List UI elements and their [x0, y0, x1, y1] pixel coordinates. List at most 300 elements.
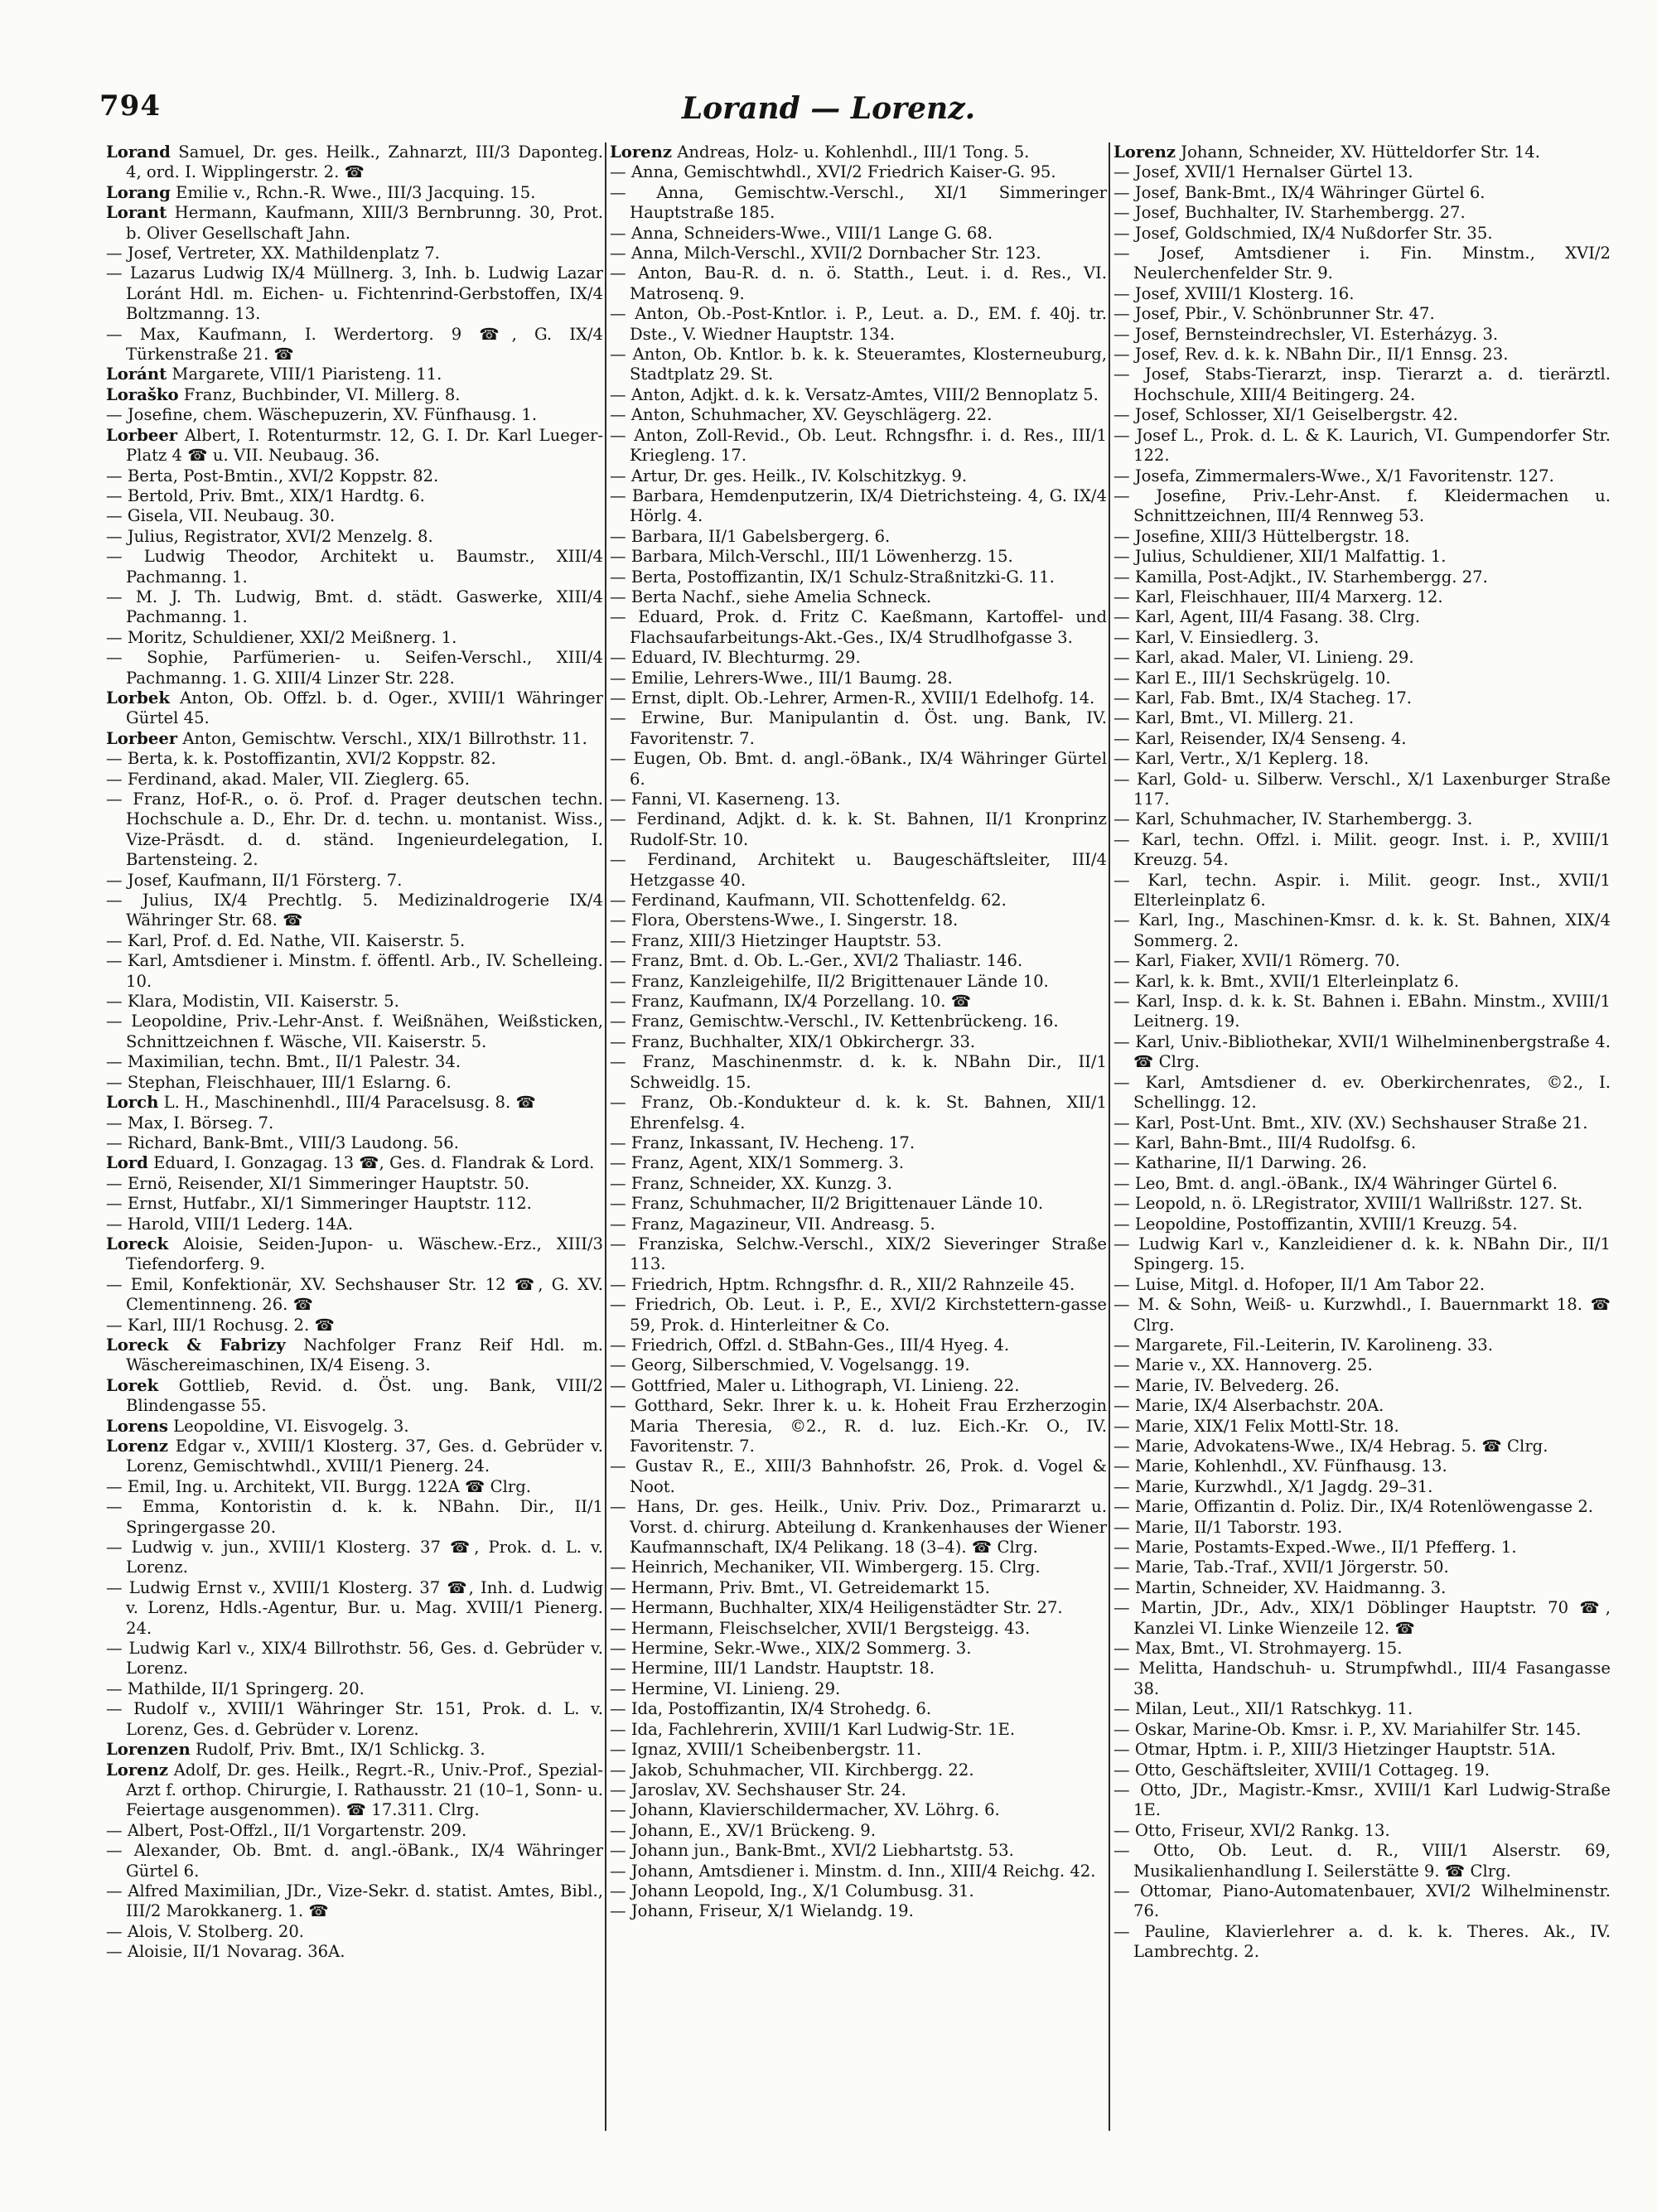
- entry-text: — Berta, k. k. Postoffizantin, XVI/2 Koppstr. 82.: [106, 749, 496, 769]
- directory-entry: [1114, 1740, 1611, 1760]
- directory-entry: [1114, 203, 1611, 223]
- entry-text: — Franz, XIII/3 Hietzinger Hauptstr. 53.: [610, 930, 942, 950]
- entry-text: — Franz, Schuhmacher, II/2 Brigittenauer Lände 10.: [610, 1194, 1044, 1214]
- directory-entry: [1114, 1234, 1611, 1275]
- directory-entry: [610, 1862, 1107, 1881]
- entry-text: — Josef, Bank-Bmt., IX/4 Währinger Gürtel 6.: [1114, 182, 1486, 202]
- entry-text: — Josef, Pbir., V. Schönbrunner Str. 47.: [1114, 304, 1435, 324]
- entry-text: — Johann, E., XV/1 Brückeng. 9.: [610, 1820, 876, 1840]
- directory-entry: [610, 790, 1107, 809]
- entry-text: — Gisela, VII. Neubaug. 30.: [106, 506, 336, 526]
- entry-surname: Loraško: [106, 384, 179, 404]
- entry-text: — Ferdinand, akad. Maler, VII. Zieglerg. 65.: [106, 769, 471, 789]
- directory-entry: [610, 527, 1107, 547]
- entry-text: — Jakob, Schuhmacher, VII. Kirchbergg. 22.: [610, 1760, 974, 1780]
- entry-surname: Lorek: [106, 1375, 159, 1395]
- entry-text: — Marie, IV. Belvederg. 26.: [1114, 1375, 1340, 1395]
- directory-entry: [610, 1659, 1107, 1678]
- entry-text: — Max, Kaufmann, I. Werdertorg. 9 ☎, G. IX/4 Türkenstraße 21. ☎: [106, 324, 603, 365]
- entry-surname: Lorbek: [106, 688, 170, 708]
- entry-text: — Leopoldine, Priv.-Lehr-Anst. f. Weißnähen, Weißsticken, Schnittzeichnen f. Wäsche, VII. Kaiserstr. 5.: [106, 1012, 603, 1051]
- entry-text: — Josefine, Priv.-Lehr-Anst. f. Kleidermachen u. Schnittzeichnen, III/4 Rennweg 53.: [1114, 485, 1611, 526]
- entry-text: — Karl, Amtsdiener d. ev. Oberkirchenrates, ©2., I. Schellingg. 12.: [1114, 1072, 1611, 1113]
- entry-text: — Georg, Silberschmied, V. Vogelsangg. 19.: [610, 1355, 970, 1375]
- entry-text: Anton, Ob. Offzl. b. d. Oger., XVIII/1 Währinger Gürtel 45.: [126, 688, 603, 728]
- directory-entry: [610, 1234, 1107, 1275]
- directory-entry: [106, 1335, 603, 1376]
- entry-text: — Anna, Gemischtwhdl., XVI/2 Friedrich Kaiser-G. 95.: [610, 162, 1056, 182]
- entry-text: — Ludwig Theodor, Architekt u. Baumstr., XIII/4 Pachmanng. 1.: [106, 547, 603, 587]
- entry-text: — Ludwig v. jun., XVIII/1 Klosterg. 37 ☎, Prok. d. L. v. Lorenz.: [106, 1538, 603, 1577]
- entry-text: — Erwine, Bur. Manipulantin d. Öst. ung. Bank, IV. Favoritenstr. 7.: [610, 708, 1107, 748]
- directory-entry: [106, 142, 603, 183]
- directory-entry: [1114, 1578, 1611, 1598]
- directory-entry: [1114, 1215, 1611, 1234]
- directory-entry: [610, 951, 1107, 971]
- directory-entry: [1114, 547, 1611, 567]
- entry-text: — Ferdinand, Architekt u. Baugeschäftsleiter, III/4 Hetzgasse 40.: [610, 850, 1107, 890]
- entry-text: — Johann, Amtsdiener i. Minstm. d. Inn., XIII/4 Reichg. 42.: [610, 1861, 1096, 1881]
- directory-entry: [106, 466, 603, 486]
- entry-text: Eduard, I. Gonzagag. 13 ☎, Ges. d. Flandrak & Lord.: [147, 1153, 595, 1173]
- entry-text: — Eduard, Prok. d. Fritz C. Kaeßmann, Kartoffel- und Flachsaufarbeitungs-Akt.-Ges., IX/4 Strudlhofgasse 3.: [610, 607, 1107, 647]
- entry-text: — Marie v., XX. Hannoverg. 25.: [1114, 1355, 1373, 1375]
- directory-entry: [1114, 1335, 1611, 1355]
- entry-text: — Franz, Magazineur, VII. Andreasg. 5.: [610, 1214, 935, 1234]
- directory-entry: [610, 1901, 1107, 1921]
- directory-entry: [1114, 1153, 1611, 1173]
- directory-entry: [1114, 688, 1611, 708]
- directory-entry: [1114, 486, 1611, 527]
- entry-text: — Franz, Agent, XIX/1 Sommerg. 3.: [610, 1153, 905, 1173]
- entry-text: — Karl, Fiaker, XVII/1 Römerg. 70.: [1114, 951, 1401, 971]
- entry-text: — Otto, JDr., Magistr.-Kmsr., XVIII/1 Karl Ludwig-Straße 1E.: [1114, 1780, 1611, 1820]
- entry-text: — Harold, VIII/1 Lederg. 14A.: [106, 1214, 354, 1234]
- directory-entry: [1114, 284, 1611, 304]
- directory-entry: [106, 1881, 603, 1922]
- directory-entry: [1114, 567, 1611, 587]
- entry-text: — Josefine, chem. Wäschepuzerin, XV. Fünfhausg. 1.: [106, 405, 538, 425]
- entry-text: — Emma, Kontoristin d. k. k. NBahn. Dir., II/1 Springergasse 20.: [106, 1497, 603, 1537]
- directory-entry: [1114, 1841, 1611, 1881]
- directory-entry: [610, 1012, 1107, 1031]
- entry-surname: Lorenz: [106, 1437, 169, 1456]
- entry-text: — Hermann, Fleischselcher, XVII/1 Bergsteigg. 43.: [610, 1618, 1031, 1638]
- directory-entry: [1114, 1194, 1611, 1214]
- directory-entry: [1114, 1032, 1611, 1073]
- directory-entry: [610, 708, 1107, 749]
- entry-text: — Franz, Maschinenmstr. d. k. k. NBahn Dir., II/1 Schweidlg. 15.: [610, 1052, 1107, 1092]
- directory-entry: [106, 1942, 603, 1962]
- entry-text: — Josef, Bernsteindrechsler, VI. Esterházyg. 3.: [1114, 324, 1499, 344]
- directory-entry: [1114, 1780, 1611, 1821]
- entry-text: — Karl, V. Einsiedlerg. 3.: [1114, 627, 1319, 647]
- entry-text: — Karl, Schuhmacher, IV. Starhembergg. 3.: [1114, 809, 1473, 829]
- directory-entry: [610, 1598, 1107, 1618]
- directory-entry: [106, 203, 603, 244]
- directory-entry: [1114, 1113, 1611, 1133]
- directory-entry: [610, 183, 1107, 224]
- directory-entry: [1114, 830, 1611, 871]
- entry-surname: Lorand: [106, 142, 171, 162]
- directory-entry: [1114, 244, 1611, 284]
- directory-entry: [106, 729, 603, 749]
- directory-entry: [106, 1740, 603, 1760]
- entry-text: — Richard, Bank-Bmt., VIII/3 Laudong. 56.: [106, 1133, 459, 1152]
- directory-entry: [1114, 628, 1611, 648]
- directory-entry: [106, 992, 603, 1012]
- directory-entry: [610, 1335, 1107, 1355]
- directory-entry: [610, 1497, 1107, 1558]
- directory-entry: [610, 931, 1107, 951]
- entry-text: Samuel, Dr. ges. Heilk., Zahnarzt, III/3 Daponteg. 4, ord. I. Wipplingerstr. 2. ☎: [126, 142, 603, 182]
- directory-entry: [1114, 142, 1611, 162]
- directory-entry: [106, 1497, 603, 1538]
- entry-text: — Karl, Vertr., X/1 Keplerg. 18.: [1114, 749, 1370, 769]
- entry-text: — Stephan, Fleischhauer, III/1 Eslarng. 6.: [106, 1072, 452, 1092]
- entry-text: Adolf, Dr. ges. Heilk., Regrt.-R., Univ.-Prof., Spezial-Arzt f. orthop. Chirurgie, I. Rathausstr. 21 (10–1, Sonn- u. Feiertage ausgenommen). ☎ 17.311. Clrg.: [126, 1760, 603, 1820]
- directory-entry: [610, 224, 1107, 244]
- entry-text: — Karl, akad. Maler, VI. Linieng. 29.: [1114, 648, 1414, 668]
- entry-text: — Milan, Leut., XII/1 Ratschkyg. 11.: [1114, 1699, 1413, 1719]
- entry-text: — Luise, Mitgl. d. Hofoper, II/1 Am Tabor 22.: [1114, 1274, 1486, 1294]
- entry-text: — Karl, Univ.-Bibliothekar, XVII/1 Wilhelminenbergstraße 4. ☎ Clrg.: [1114, 1031, 1611, 1072]
- entry-text: — Katharine, II/1 Darwing. 26.: [1114, 1153, 1367, 1173]
- directory-entry: [1114, 426, 1611, 466]
- entry-text: — Ida, Postoffizantin, IX/4 Strohedg. 6.: [610, 1699, 932, 1719]
- directory-entry: [106, 1821, 603, 1841]
- entry-text: — Josef, XVIII/1 Klosterg. 16.: [1114, 283, 1355, 303]
- entry-text: — Hermine, Sekr.-Wwe., XIX/2 Sommerg. 3.: [610, 1639, 972, 1659]
- directory-entry: [106, 628, 603, 648]
- directory-entry: [610, 669, 1107, 688]
- directory-entry: [610, 1396, 1107, 1456]
- entry-text: — Karl, Bmt., VI. Millerg. 21.: [1114, 708, 1355, 728]
- directory-entry: [610, 567, 1107, 587]
- entry-text: — Kamilla, Post-Adjkt., IV. Starhembergg. 27.: [1114, 567, 1488, 587]
- entry-text: — Emil, Konfektionär, XV. Sechshauser Str. 12 ☎, G. XV. Clementinneng. 26. ☎: [106, 1274, 603, 1315]
- entry-text: — Otto, Ob. Leut. d. R., VIII/1 Alserstr. 69, Musikalienhandlung I. Seilerstätte 9. ☎ Clrg.: [1114, 1841, 1611, 1881]
- entry-text: — Hermann, Priv. Bmt., VI. Getreidemarkt 15.: [610, 1577, 990, 1597]
- directory-entry: [106, 587, 603, 628]
- directory-entry: [106, 790, 603, 871]
- directory-entry: [610, 992, 1107, 1012]
- directory-entry: [610, 162, 1107, 182]
- directory-entry: [106, 1922, 603, 1942]
- entry-text: — Barbara, Hemdenputzerin, IX/4 Dietrichsteing. 4, G. IX/4 Hörlg. 4.: [610, 485, 1107, 526]
- directory-entry: [106, 263, 603, 324]
- directory-entry: [106, 1578, 603, 1639]
- directory-entry: [1114, 669, 1611, 688]
- entry-text: — M. J. Th. Ludwig, Bmt. d. städt. Gaswerke, XIII/4 Pachmanng. 1.: [106, 587, 603, 627]
- entry-text: L. H., Maschinenhdl., III/4 Paracelsusg. 8. ☎: [158, 1093, 536, 1113]
- directory-entry: [1114, 1437, 1611, 1456]
- entry-text: — Anton, Ob.-Post-Kntlor. i. P., Leut. a. D., EM. f. 40j. tr. Dste., V. Wiedner Hauptstr. 134.: [610, 304, 1107, 344]
- directory-entry: [106, 1417, 603, 1437]
- entry-text: — Leo, Bmt. d. angl.-öBank., IX/4 Währinger Gürtel 6.: [1114, 1173, 1558, 1193]
- entry-text: — Bertold, Priv. Bmt., XIX/1 Hardtg. 6.: [106, 485, 425, 505]
- directory-entry: [106, 688, 603, 729]
- directory-entry: [610, 1194, 1107, 1214]
- entry-text: — Anton, Zoll-Revid., Ob. Leut. Rchngsfhr. i. d. Res., III/1 Kriegleng. 17.: [610, 425, 1107, 466]
- entry-text: — Josef, Vertreter, XX. Mathildenplatz 7.: [106, 244, 440, 263]
- entry-text: — Josef, Amtsdiener i. Fin. Minstm., XVI/2 Neulerchenfelder Str. 9.: [1114, 244, 1611, 283]
- entry-text: Andreas, Holz- u. Kohlenhdl., III/1 Tong. 5.: [672, 142, 1030, 162]
- entry-text: Edgar v., XVIII/1 Klosterg. 37, Ges. d. Gebrüder v. Lorenz, Gemischtwhdl., XVIII/1 Pienerg. 24.: [126, 1437, 603, 1476]
- directory-entry: [1114, 749, 1611, 769]
- entry-text: — Eugen, Ob. Bmt. d. angl.-öBank., IX/4 Währinger Gürtel 6.: [610, 749, 1107, 789]
- directory-entry: [610, 1295, 1107, 1335]
- directory-entry: [1114, 992, 1611, 1032]
- directory-entry: [1114, 1699, 1611, 1719]
- directory-entry: [610, 809, 1107, 850]
- directory-entry: [610, 607, 1107, 648]
- directory-entry: [1114, 1133, 1611, 1153]
- directory-entry: [610, 891, 1107, 910]
- entry-text: — Barbara, II/1 Gabelsbergerg. 6.: [610, 526, 891, 546]
- entry-text: — Barbara, Milch-Verschl., III/1 Löwenherzg. 15.: [610, 547, 1013, 567]
- entry-text: — Franz, Inkassant, IV. Hecheng. 17.: [610, 1133, 915, 1152]
- directory-entry: [1114, 1275, 1611, 1295]
- directory-entry: [106, 426, 603, 466]
- directory-entry: [1114, 1518, 1611, 1538]
- directory-entry: [1114, 183, 1611, 203]
- entry-text: — Pauline, Klavierlehrer a. d. k. k. Theres. Ak., IV. Lambrechtg. 2.: [1114, 1921, 1611, 1962]
- entry-text: — Ludwig Karl v., Kanzleidiener d. k. k. NBahn Dir., II/1 Spingerg. 15.: [1114, 1234, 1611, 1274]
- entry-text: — Flora, Oberstens-Wwe., I. Singerstr. 18.: [610, 910, 959, 930]
- directory-entry: [1114, 1881, 1611, 1922]
- entry-surname: Loreck & Fabrizy: [106, 1335, 286, 1355]
- directory-entry: [610, 1841, 1107, 1861]
- entry-text: — Karl, Gold- u. Silberw. Verschl., X/1 Laxenburger Straße 117.: [1114, 769, 1611, 809]
- entry-text: — Heinrich, Mechaniker, VII. Wimbergerg. 15. Clrg.: [610, 1558, 1041, 1577]
- running-head: Lorand — Lorenz.: [681, 91, 976, 126]
- directory-entry: [610, 1881, 1107, 1901]
- directory-entry: [610, 244, 1107, 263]
- entry-text: — Friedrich, Offzl. d. StBahn-Ges., III/4 Hyeg. 4.: [610, 1335, 1010, 1355]
- directory-entry: [1114, 1720, 1611, 1740]
- entry-text: Aloisie, Seiden-Jupon- u. Wäschew.-Erz., XIII/3 Tiefendorferg. 9.: [126, 1234, 603, 1274]
- directory-entry: [610, 466, 1107, 486]
- directory-entry: [106, 1437, 603, 1477]
- entry-text: — Martin, JDr., Adv., XIX/1 Döblinger Hauptstr. 70 ☎, Kanzlei VI. Linke Wienzeile 12. ☎: [1114, 1598, 1611, 1638]
- directory-entry: [106, 183, 603, 203]
- entry-text: Hermann, Kaufmann, XIII/3 Bernbrunng. 30, Prot. b. Oliver Gesellschaft Jahn.: [126, 203, 603, 243]
- entry-text: — Josef, Schlosser, XI/1 Geiselbergstr. 42.: [1114, 405, 1458, 425]
- column-divider-2: [1109, 142, 1110, 2131]
- directory-entry: [106, 365, 603, 384]
- entry-text: — Maximilian, techn. Bmt., II/1 Palestr. 34.: [106, 1052, 461, 1072]
- directory-entry: [106, 1113, 603, 1133]
- entry-text: Rudolf, Priv. Bmt., IX/1 Schlickg. 3.: [190, 1740, 486, 1760]
- directory-entry: [106, 1699, 603, 1740]
- entry-text: — Franz, Kanzleigehilfe, II/2 Brigittenauer Lände 10.: [610, 971, 1049, 991]
- directory-entry: [106, 871, 603, 891]
- entry-text: — M. & Sohn, Weiß- u. Kurzwhdl., I. Bauernmarkt 18. ☎ Clrg.: [1114, 1295, 1611, 1335]
- directory-entry: [1114, 405, 1611, 425]
- directory-entry: [1114, 809, 1611, 829]
- entry-text: — Emil, Ing. u. Architekt, VII. Burgg. 122A ☎ Clrg.: [106, 1476, 531, 1496]
- column-3: [1114, 142, 1611, 2147]
- entry-text: — Josef, Kaufmann, II/1 Försterg. 7.: [106, 870, 403, 890]
- entry-text: — Josef, Goldschmied, IX/4 Nußdorfer Str. 35.: [1114, 223, 1493, 243]
- directory-entry: [1114, 162, 1611, 182]
- directory-entry: [1114, 1639, 1611, 1659]
- directory-entry: [1114, 910, 1611, 951]
- directory-entry: [610, 1376, 1107, 1396]
- directory-entry: [1114, 527, 1611, 547]
- entry-text: — Karl, techn. Offzl. i. Milit. geogr. Inst. i. P., XVIII/1 Kreuzg. 54.: [1114, 829, 1611, 870]
- entry-text: — Berta, Postoffizantin, IX/1 Schulz-Straßnitzki-G. 11.: [610, 567, 1055, 587]
- entry-text: — Karl, Agent, III/4 Fasang. 38. Clrg.: [1114, 607, 1421, 627]
- directory-entry: [610, 1355, 1107, 1375]
- directory-entry: [1114, 1497, 1611, 1517]
- entry-text: — Franz, Hof-R., o. ö. Prof. d. Prager deutschen techn. Hochschule a. D., Ehr. Dr. d. techn. u. montanist. Wiss., Vize-Präsdt. d. d. ständ. Ingenieurdelegation, I. Bartensteing. 2.: [106, 790, 603, 870]
- directory-entry: [610, 688, 1107, 708]
- entry-text: — Anna, Milch-Verschl., XVII/2 Dornbacher Str. 123.: [610, 244, 1041, 263]
- directory-entry: [1114, 1174, 1611, 1194]
- entry-text: — Emilie, Lehrers-Wwe., III/1 Baumg. 28.: [610, 668, 953, 688]
- entry-text: — Oskar, Marine-Ob. Kmsr. i. P., XV. Mariahilfer Str. 145.: [1114, 1719, 1582, 1739]
- entry-text: — Karl, III/1 Rochusg. 2. ☎: [106, 1315, 335, 1335]
- entry-text: — Johann Leopold, Ing., X/1 Columbusg. 31.: [610, 1881, 974, 1900]
- entry-text: — Ludwig Ernst v., XVIII/1 Klosterg. 37 ☎, Inh. d. Ludwig v. Lorenz, Hdls.-Agentur, Bur. u. Mag. XVIII/1 Pienerg. 24.: [106, 1577, 603, 1638]
- directory-entry: [1114, 325, 1611, 345]
- directory-entry: [1114, 648, 1611, 668]
- entry-text: — Franziska, Selchw.-Verschl., XIX/2 Sieveringer Straße 113.: [610, 1234, 1107, 1274]
- directory-entry: [106, 1174, 603, 1194]
- entry-text: — Franz, Gemischtw.-Verschl., IV. Kettenbrückeng. 16.: [610, 1012, 1059, 1031]
- entry-text: — Josefa, Zimmermalers-Wwe., X/1 Favoritenstr. 127.: [1114, 466, 1554, 485]
- directory-entry: [610, 1093, 1107, 1133]
- directory-entry: [106, 1760, 603, 1821]
- directory-entry: [1114, 770, 1611, 810]
- directory-entry: [610, 648, 1107, 668]
- entry-text: — Franz, Bmt. d. Ob. L.-Ger., XVI/2 Thaliastr. 146.: [610, 951, 1023, 971]
- directory-entry: [106, 1376, 603, 1417]
- directory-entry: [106, 749, 603, 769]
- entry-text: — Julius, Schuldiener, XII/1 Malfattig. 1.: [1114, 547, 1447, 567]
- directory-entry: [106, 527, 603, 547]
- entry-text: — Hermann, Buchhalter, XIX/4 Heiligenstädter Str. 27.: [610, 1598, 1063, 1618]
- column-1: [106, 142, 603, 2147]
- directory-entry: [610, 1800, 1107, 1820]
- entry-surname: Lorang: [106, 182, 171, 202]
- entry-text: — Julius, IX/4 Prechtlg. 5. Medizinaldrogerie IX/4 Währinger Str. 68. ☎: [106, 891, 603, 930]
- entry-text: — Gustav R., E., XIII/3 Bahnhofstr. 26, Prok. d. Vogel & Noot.: [610, 1456, 1107, 1496]
- entry-text: — Marie, XIX/1 Felix Mottl-Str. 18.: [1114, 1416, 1399, 1436]
- directory-entry: [106, 1841, 603, 1881]
- entry-text: — Martin, Schneider, XV. Haidmanng. 3.: [1114, 1577, 1447, 1597]
- entry-surname: Lorens: [106, 1416, 168, 1436]
- directory-entry: [610, 1456, 1107, 1497]
- entry-text: — Friedrich, Ob. Leut. i. P., E., XVI/2 Kirchstettern-gasse 59, Prok. d. Hinterleitner & Co.: [610, 1295, 1107, 1335]
- entry-text: — Franz, Buchhalter, XIX/1 Obkirchergr. 33.: [610, 1031, 976, 1051]
- directory-entry: [610, 1740, 1107, 1760]
- directory-entry: [106, 1012, 603, 1052]
- entry-text: — Gottfried, Maler u. Lithograph, VI. Linieng. 22.: [610, 1375, 1020, 1395]
- directory-entry: [1114, 607, 1611, 627]
- directory-entry: [610, 1275, 1107, 1295]
- directory-entry: [1114, 951, 1611, 971]
- entry-text: — Marie, Offizantin d. Poliz. Dir., IX/4 Rotenlöwengasse 2.: [1114, 1497, 1594, 1517]
- entry-text: — Marie, IX/4 Alserbachstr. 20A.: [1114, 1396, 1384, 1416]
- entry-text: — Max, Bmt., VI. Strohmayerg. 15.: [1114, 1639, 1403, 1659]
- directory-entry: [610, 486, 1107, 527]
- entry-text: — Franz, Kaufmann, IX/4 Porzellang. 10. ☎: [610, 992, 972, 1012]
- directory-entry: [106, 1477, 603, 1497]
- directory-entry: [1114, 729, 1611, 749]
- entry-text: Anton, Gemischtw. Verschl., XIX/1 Billrothstr. 11.: [177, 728, 587, 748]
- entry-surname: Lorbeer: [106, 728, 178, 748]
- entry-text: — Anton, Schuhmacher, XV. Geyschlägerg. 22.: [610, 405, 993, 425]
- directory-entry: [610, 1639, 1107, 1659]
- entry-text: — Karl, Fleischhauer, III/4 Marxerg. 12.: [1114, 587, 1443, 606]
- entry-text: — Karl, k. k. Bmt., XVII/1 Elterleinplatz 6.: [1114, 971, 1460, 991]
- directory-entry: [106, 325, 603, 365]
- directory-entry: [610, 547, 1107, 567]
- directory-entry: [610, 1780, 1107, 1800]
- entry-surname: Lorenz: [106, 1760, 169, 1780]
- directory-entry: [610, 1032, 1107, 1052]
- entry-text: — Karl, Bahn-Bmt., III/4 Rudolfsg. 6.: [1114, 1133, 1417, 1152]
- entry-surname: Lorch: [106, 1093, 159, 1113]
- entry-text: — Alfred Maximilian, JDr., Vize-Sekr. d. statist. Amtes, Bibl., III/2 Marokkanerg. 1. ☎: [106, 1881, 603, 1921]
- directory-entry: [106, 1194, 603, 1214]
- directory-entry: [1114, 1922, 1611, 1963]
- directory-entry: [1114, 345, 1611, 365]
- entry-text: — Anton, Adjkt. d. k. k. Versatz-Amtes, VIII/2 Bennoplatz 5.: [610, 384, 1099, 404]
- entry-text: — Gotthard, Sekr. Ihrer k. u. k. Hoheit Frau Erzherzogin Maria Theresia, ©2., R. d. luz. Eich.-Kr. O., IV. Favoritenstr. 7.: [610, 1396, 1107, 1456]
- entry-text: — Fanni, VI. Kaserneng. 13.: [610, 790, 841, 809]
- directory-entry: [1114, 1073, 1611, 1113]
- entry-text: — Marie, Tab.-Traf., XVII/1 Jörgerstr. 50.: [1114, 1558, 1449, 1577]
- entry-text: — Karl, Fab. Bmt., IX/4 Stacheg. 17.: [1114, 688, 1413, 708]
- directory-entry: [106, 1275, 603, 1316]
- entry-text: — Anna, Gemischtw.-Verschl., XI/1 Simmeringer Hauptstraße 185.: [610, 182, 1107, 223]
- directory-entry: [106, 1639, 603, 1679]
- directory-entry: [610, 587, 1107, 607]
- entry-surname: Loránt: [106, 365, 167, 384]
- entry-text: — Klara, Modistin, VII. Kaiserstr. 5.: [106, 992, 399, 1012]
- directory-entry: [610, 850, 1107, 891]
- directory-entry: [1114, 1760, 1611, 1780]
- directory-entry: [1114, 1598, 1611, 1639]
- directory-entry: [610, 1153, 1107, 1173]
- entry-text: Albert, I. Rotenturmstr. 12, G. I. Dr. Karl Lueger-Platz 4 ☎ u. VII. Neubaug. 36.: [126, 425, 603, 466]
- directory-entry: [610, 405, 1107, 425]
- entry-text: — Karl, techn. Aspir. i. Milit. geogr. Inst., XVII/1 Elterleinplatz 6.: [1114, 870, 1611, 910]
- directory-entry: [610, 1578, 1107, 1598]
- directory-entry: [106, 1073, 603, 1093]
- entry-text: — Marie, Kurzwhdl., X/1 Jagdg. 29–31.: [1114, 1476, 1433, 1496]
- entry-text: — Anna, Schneiders-Wwe., VIII/1 Lange G. 68.: [610, 223, 993, 243]
- directory-entry: [106, 1133, 603, 1153]
- directory-entry: [1114, 1376, 1611, 1396]
- directory-entry: [610, 1619, 1107, 1639]
- entry-text: — Mathilde, II/1 Springerg. 20.: [106, 1678, 365, 1698]
- directory-entry: [1114, 1295, 1611, 1335]
- entry-text: — Ludwig Karl v., XIX/4 Billrothstr. 56, Ges. d. Gebrüder v. Lorenz.: [106, 1639, 603, 1678]
- entry-text: — Anton, Bau-R. d. n. ö. Statth., Leut. i. d. Res., VI. Matrosenq. 9.: [610, 263, 1107, 303]
- entry-text: — Josef, Stabs-Tierarzt, insp. Tierarzt a. d. tierärztl. Hochschule, XIII/4 Beitingerg. 24.: [1114, 365, 1611, 404]
- page-number: 794: [99, 89, 161, 123]
- entry-text: — Ernö, Reisender, XI/1 Simmeringer Hauptstr. 50.: [106, 1173, 530, 1193]
- entry-text: — Karl, Insp. d. k. k. St. Bahnen i. EBahn. Minstm., XVIII/1 Leitnerg. 19.: [1114, 992, 1611, 1031]
- directory-entry: [106, 931, 603, 951]
- directory-entry: [610, 1821, 1107, 1841]
- directory-entry: [610, 1174, 1107, 1194]
